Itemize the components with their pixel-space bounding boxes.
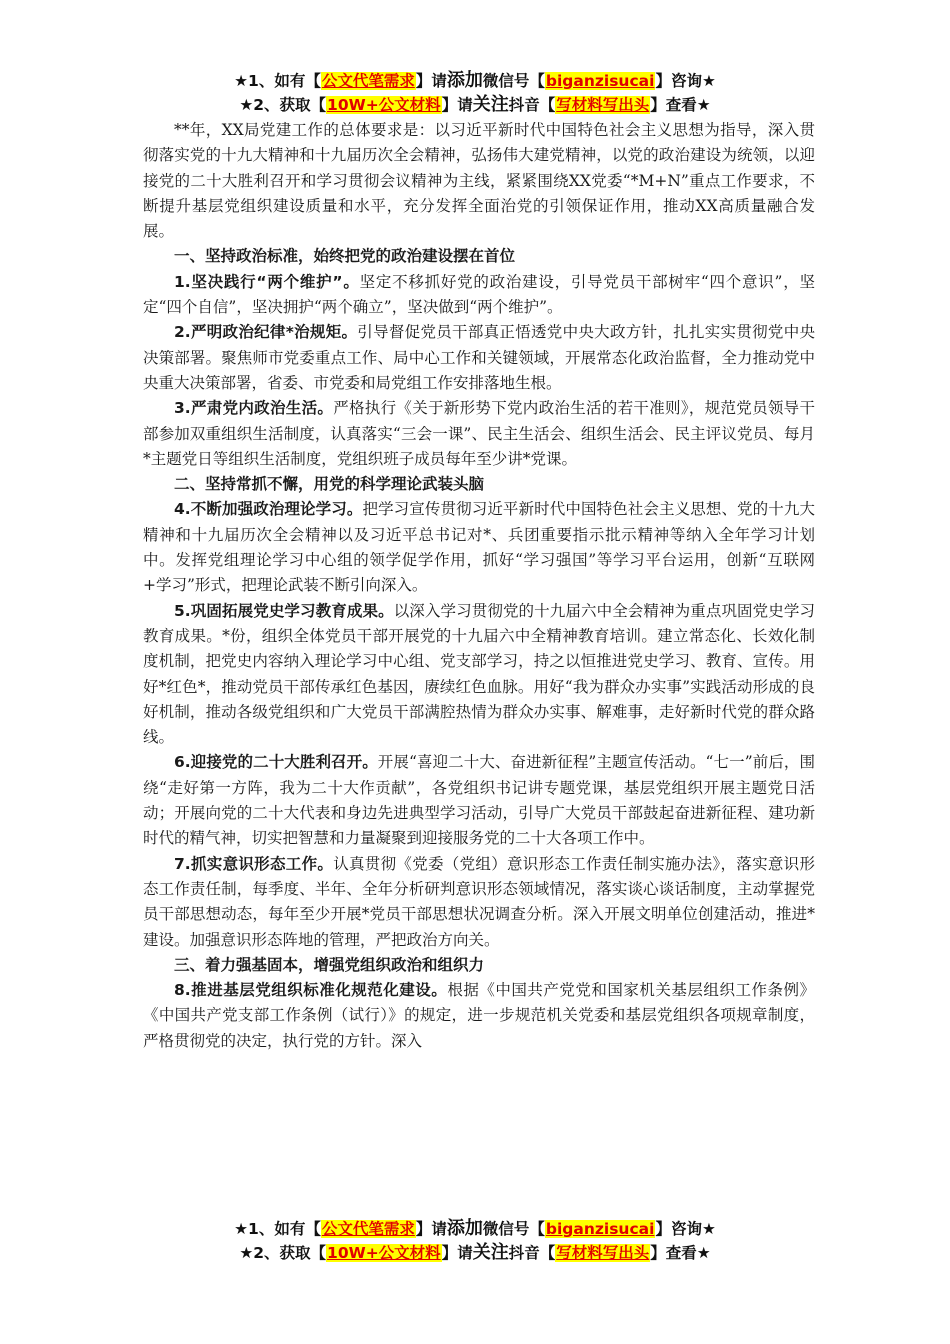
banner-text: 微信号【 [482,1220,545,1238]
intro-paragraph: **年，XX局党建工作的总体要求是：以习近平新时代中国特色社会主义思想为指导，深入贯彻落实党的十九大精神和十九届历次全会精神，弘扬伟大建党精神，以党的政治建设为统领，以迎接党的二十大胜利召开和学习贯彻会议精神为主线，紧紧围绕XX党委“*M+N”重点工作要求，不断提升基层党组织建设质量和水平，充分发挥全面治党的引领保证作用，推动XX高质量融合发展。 [143,121,815,241]
banner-text: ★2、获取【 [239,1244,327,1262]
paragraph-lead: 5.巩固拓展党史学习教育成果。 [174,601,394,620]
banner-text: 】咨询★ [655,1220,716,1238]
banner-text: 】请 [441,96,473,114]
banner-text: 抖音【 [508,96,556,114]
paragraph-2 [143,320,815,396]
banner-highlight: 写材料写出头 [556,96,650,114]
banner-highlight: 写材料写出头 [556,1244,650,1262]
banner-text: ★1、如有【 [234,72,321,90]
paragraph-text: 以深入学习贯彻党的十九届六中全会精神为重点巩固党史学习教育成果。*份，组织全体党员干部开展党的十九届六中全精神教育培训。建立常态化、长效化制度机制，把党史内容纳入理论学习中心组、党支部学习，持之以恒推进党史学习、教育、宣传。用好*红色*，推动党员干部传承红色基因，赓续红色血脉。用好“我为群众办实事”实践活动形成的良好机制，推动各级党组织和广大党员干部满腔热情为群众办实事、解难事，走好新时代党的群众路线。 [143,601,815,747]
paragraph-text: 认真贯彻《党委（党组）意识形态工作责任制实施办法》，落实意识形态工作责任制，每季度、半年、全年分析研判意识形态领域情况，落实谈心谈话制度，主动掌握党员干部思想动态，每年至少开展*党员干部思想状况调查分析。深入开展文明单位创建活动，推进*建设。加强意识形态阵地的管理，严把政治方向关。 [143,854,815,949]
banner-highlight: 10W+公文材料 [327,96,441,114]
banner-highlight: 公文代笔需求 [321,1220,415,1238]
paragraph-7 [143,852,815,953]
promo-banner-top-2 [0,94,950,116]
paragraph-lead: 6.迎接党的二十大胜利召开。 [174,753,378,772]
banner-highlight: 公文代笔需求 [321,72,415,90]
paragraph-lead: 2.严明政治纪律*治规矩。 [174,323,358,342]
banner-text: 】查看★ [650,1244,711,1262]
paragraph-text: 把学习宣传贯彻习近平新时代中国特色社会主义思想、党的十九大精神和十九届历次全会精神以及习近平总书记对*、兵团重要指示批示精神等纳入全年学习计划中。发挥党组理论学习中心组的领学促学作用，抓好“学习强国”等学习平台运用，创新“互联网+学习”形式，把理论武装不断引向深入。 [143,500,815,595]
banner-emphasis: 添加 [446,1218,483,1239]
banner-text: 】咨询★ [655,72,716,90]
paragraph-lead: 1.坚决践行“两个维护”。 [174,272,360,291]
section-heading-3: 三、着力强基固本，增强党组织政治和组织力 [174,955,485,974]
banner-highlight: 10W+公文材料 [327,1244,441,1262]
banner-text: 】请 [441,1244,473,1262]
paragraph-4 [143,497,815,598]
banner-text: 】请 [415,1220,447,1238]
banner-text: ★2、获取【 [239,96,327,114]
section-heading-1: 一、坚持政治标准，始终把党的政治建设摆在首位 [174,247,516,266]
promo-banner-bottom-1 [0,1218,950,1240]
banner-emphasis: 添加 [446,70,483,91]
document-body [143,118,815,1054]
paragraph-text: 引导督促党员干部真正悟透党中央大政方针，扎扎实实贯彻党中央决策部署。聚焦师市党委重点工作、局中心工作和关键领域，开展常态化政治监督，全力推动党中央重大决策部署，省委、市党委和局党组工作安排落地生根。 [143,323,815,392]
paragraph-text: 坚定不移抓好党的政治建设，引导党员干部树牢“四个意识”，坚定“四个自信”，坚决拥护“两个确立”，坚决做到“两个维护”。 [143,272,815,317]
paragraph-lead: 3.严肃党内政治生活。 [174,399,334,418]
banner-text: 】查看★ [650,96,711,114]
paragraph-lead: 4.不断加强政治理论学习。 [174,500,363,519]
paragraph-5 [143,599,815,751]
paragraph-6 [143,750,815,851]
banner-text: 微信号【 [482,72,545,90]
paragraph-8 [143,978,815,1054]
paragraph-text: 严格执行《关于新形势下党内政治生活的若干准则》，规范党员领导干部参加双重组织生活制度，认真落实“三会一课”、民主生活会、组织生活会、民主评议党员、每月*主题党日等组织生活制度，党组织班子成员每年至少讲*党课。 [143,399,815,468]
paragraph-lead: 8.推进基层党组织标准化规范化建设。 [174,981,448,1000]
banner-text: 抖音【 [508,1244,556,1262]
promo-banner-bottom-2 [0,1242,950,1264]
banner-emphasis: 关注 [472,1242,509,1263]
paragraph-text: 开展“喜迎二十大、奋进新征程”主题宣传活动。“七一”前后，围绕“走好第一方阵，我为二十大作贡献”，各党组织书记讲专题党课，基层党组织开展主题党日活动；开展向党的二十大代表和身边先进典型学习活动，引导广大党员干部鼓起奋进新征程、建功新时代的精气神，切实把智慧和力量凝聚到迎接服务党的二十大各项工作中。 [143,753,815,848]
paragraph-text: 根据《中国共产党党和国家机关基层组织工作条例》《中国共产党支部工作条例（试行）》的规定，进一步规范机关党委和基层党组织各项规章制度，严格贯彻党的决定，执行党的方针。深入 [143,981,815,1050]
paragraph-1 [143,270,815,321]
banner-text: 】请 [415,72,447,90]
banner-emphasis: 关注 [472,94,509,115]
banner-highlight: biganzisucai [545,1220,655,1238]
banner-highlight: biganzisucai [545,72,655,90]
paragraph-3 [143,396,815,472]
banner-text: ★1、如有【 [234,1220,321,1238]
section-heading-2: 二、坚持常抓不懈，用党的科学理论武装头脑 [174,475,485,494]
paragraph-lead: 7.抓实意识形态工作。 [174,854,334,873]
promo-banner-top-1 [0,70,950,92]
